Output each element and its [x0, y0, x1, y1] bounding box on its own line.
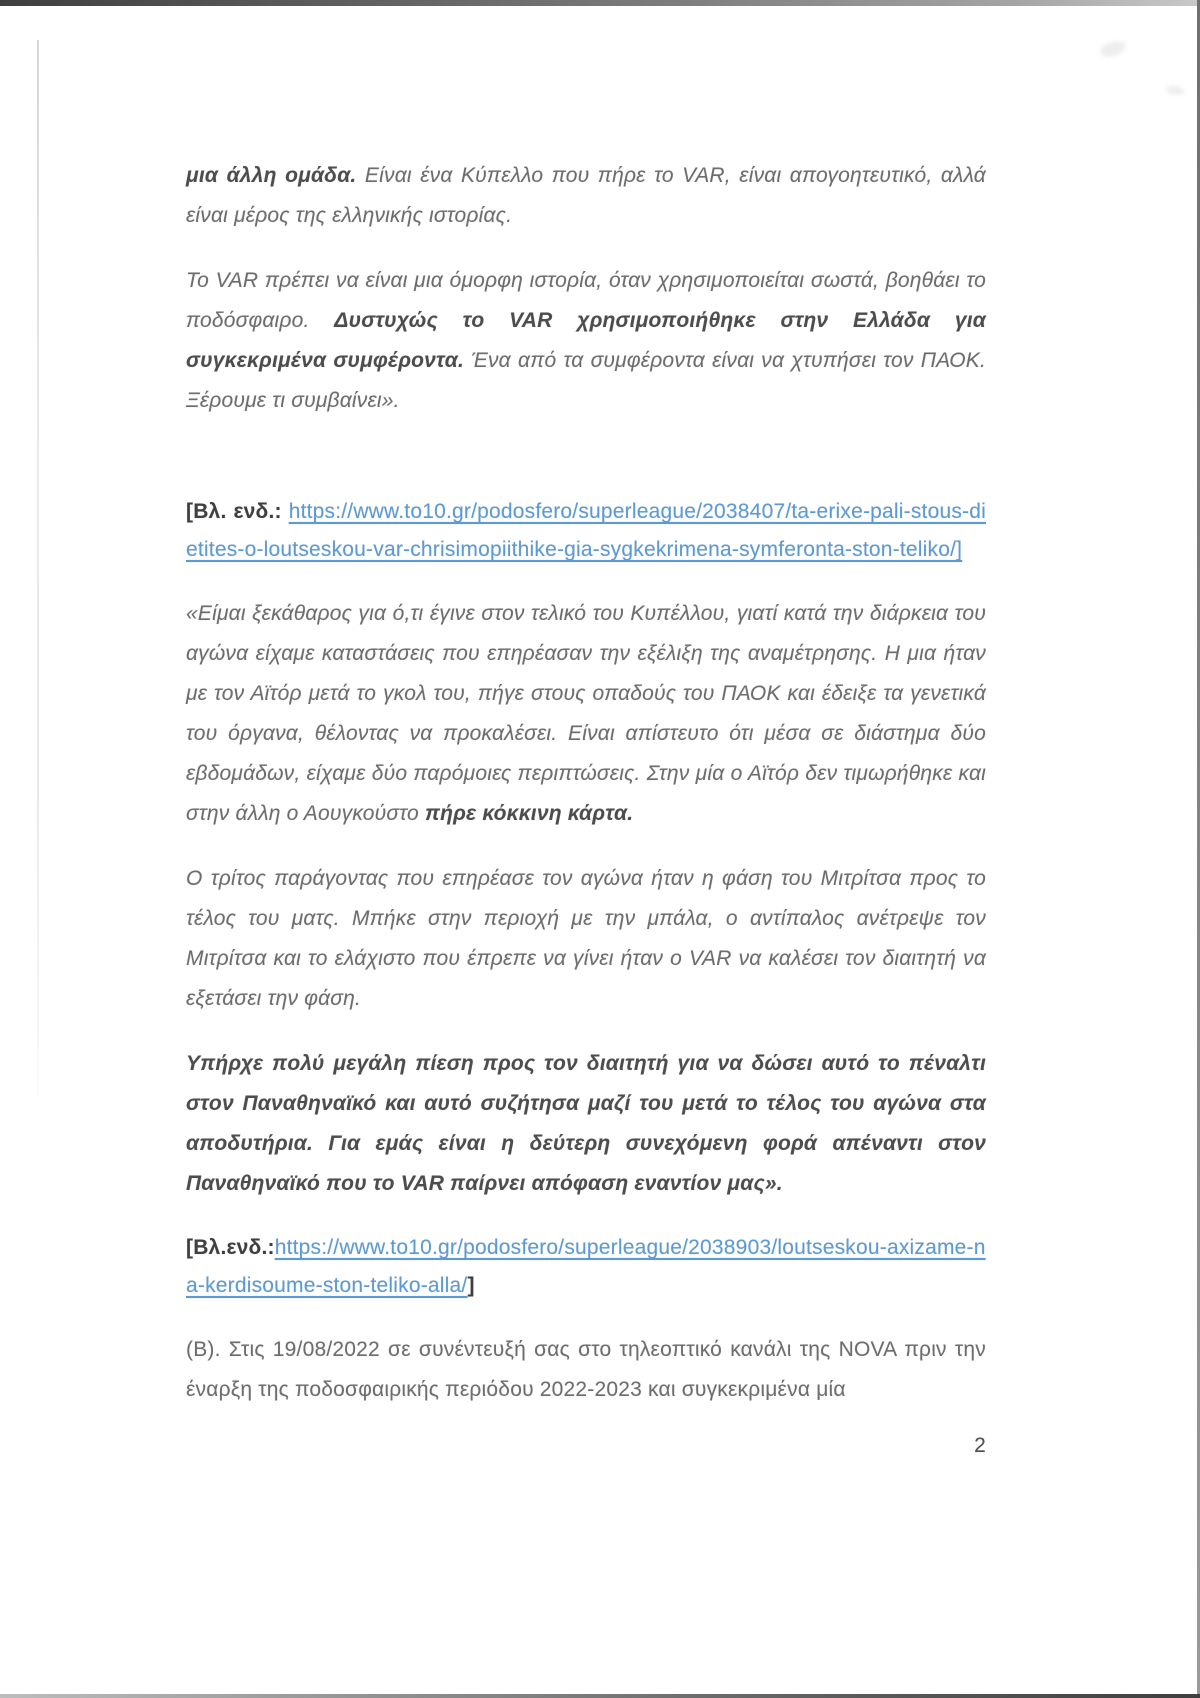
reference-bracket-open: [Βλ.ενδ.:	[186, 1236, 275, 1259]
reference-bracket-close: ]	[956, 538, 963, 561]
scan-smudge-artifact	[1098, 38, 1127, 59]
paragraph-nova-interview	[186, 1330, 986, 1410]
scan-top-edge-artifact	[0, 0, 1200, 6]
hyperlink-to10-2038903[interactable]: https://www.to10.gr/podosfero/superleague/2038903/loutseskou-axizame-na-kerdisoume-ston-teliko-alla/	[186, 1236, 986, 1297]
body-text-run: Το VAR πρέπει να είναι μια όμορφη ιστορία, όταν χρησιμοποιείται σωστά, βοηθάει το ποδόσφαιρο.	[186, 269, 986, 332]
bold-text-run: μια άλλη ομάδα.	[186, 164, 357, 187]
scan-bottom-edge-artifact	[0, 1694, 1200, 1698]
paragraph-cup-var	[186, 156, 986, 236]
bold-text-run: Υπήρχε πολύ μεγάλη πίεση προς τον διαιτητή για να δώσει αυτό το πέναλτι στον Παναθηναϊκό και αυτό συζήτησα μαζί του μετά το τέλος του αγώνα στα αποδυτήρια. Για εμάς είναι η δεύτερη συνεχόμενη φορά απέναντι στον Παναθηναϊκό που το VAR παίρνει απόφαση εναντίον μας».	[186, 1052, 986, 1195]
hyperlink-to10-2038407[interactable]: https://www.to10.gr/podosfero/superleague/2038407/ta-erixe-pali-stous-dietites-o-loutseskou-var-chrisimopiithike-gia-sygkekrimena-symferonta-ston-teliko/	[186, 500, 986, 561]
page-text-block	[186, 156, 986, 1466]
body-text-run: «Είμαι ξεκάθαρος για ό,τι έγινε στον τελικό του Κυπέλλου, γιατί κατά την διάρκεια του αγώνα είχαμε καταστάσεις που επηρέασαν την εξέλιξη της αναμέτρησης. Η μια ήταν με τον Αϊτόρ μετά το γκολ του, πήγε στους οπαδούς του ΠΑΟΚ και έδειξε τα γενετικά του όργανα, θέλοντας να προκαλέσει. Είναι απίστευτο ότι μέσα σε διάστημα δύο εβδομάδων, είχαμε δύο παρόμοιες περιπτώσεις. Στην μία ο Αϊτόρ δεν τιμωρήθηκε και στην άλλη ο Αουγκούστο	[186, 602, 986, 825]
reference-citation-1	[186, 493, 986, 569]
scan-fold-line-artifact	[37, 40, 39, 1095]
paragraph-referee-pressure	[186, 1044, 986, 1204]
reference-citation-2	[186, 1229, 986, 1305]
paragraph-quote-cup-final	[186, 594, 986, 834]
bold-text-run: πήρε κόκκινη κάρτα.	[424, 802, 634, 825]
bold-text-run: Δυστυχώς το VAR χρησιμοποιήθηκε στην Ελλάδα για συγκεκριμένα συμφέροντα.	[186, 309, 986, 372]
paragraph-third-factor	[186, 859, 986, 1019]
body-text-run: Ο τρίτος παράγοντας που επηρέασε τον αγώνα ήταν η φάση του Μιτρίτσα προς το τέλος του ματς. Μπήκε στην περιοχή με την μπάλα, ο αντίπαλος ανέτρεψε τον Μιτρίτσα και το ελάχιστο που έπρεπε να γίνει ήταν ο VAR να καλέσει τον διαιτητή να εξετάσει την φάση.	[186, 867, 986, 1010]
body-text-run: Είναι ένα Κύπελλο που πήρε το VAR, είναι απογοητευτικό, αλλά είναι μέρος της ελληνικής ιστορίας.	[186, 164, 986, 227]
page-number: 2	[974, 1434, 986, 1457]
reference-bracket-close: ]	[467, 1274, 475, 1297]
paragraph-var-story	[186, 261, 986, 421]
body-text-run: Ένα από τα συμφέροντα είναι να χτυπήσει τον ΠΑΟΚ. Ξέρουμε τι συμβαίνει».	[186, 349, 987, 412]
scan-smudge-artifact	[1165, 85, 1184, 96]
body-text-run: (Β). Στις 19/08/2022 σε συνέντευξή σας στο τηλεοπτικό κανάλι της NOVA πριν την έναρξη της ποδοσφαιρικής περιόδου 2022-2023 και συγκεκριμένα μία	[186, 1338, 986, 1401]
reference-bracket-open: [Βλ. ενδ.:	[186, 500, 289, 523]
